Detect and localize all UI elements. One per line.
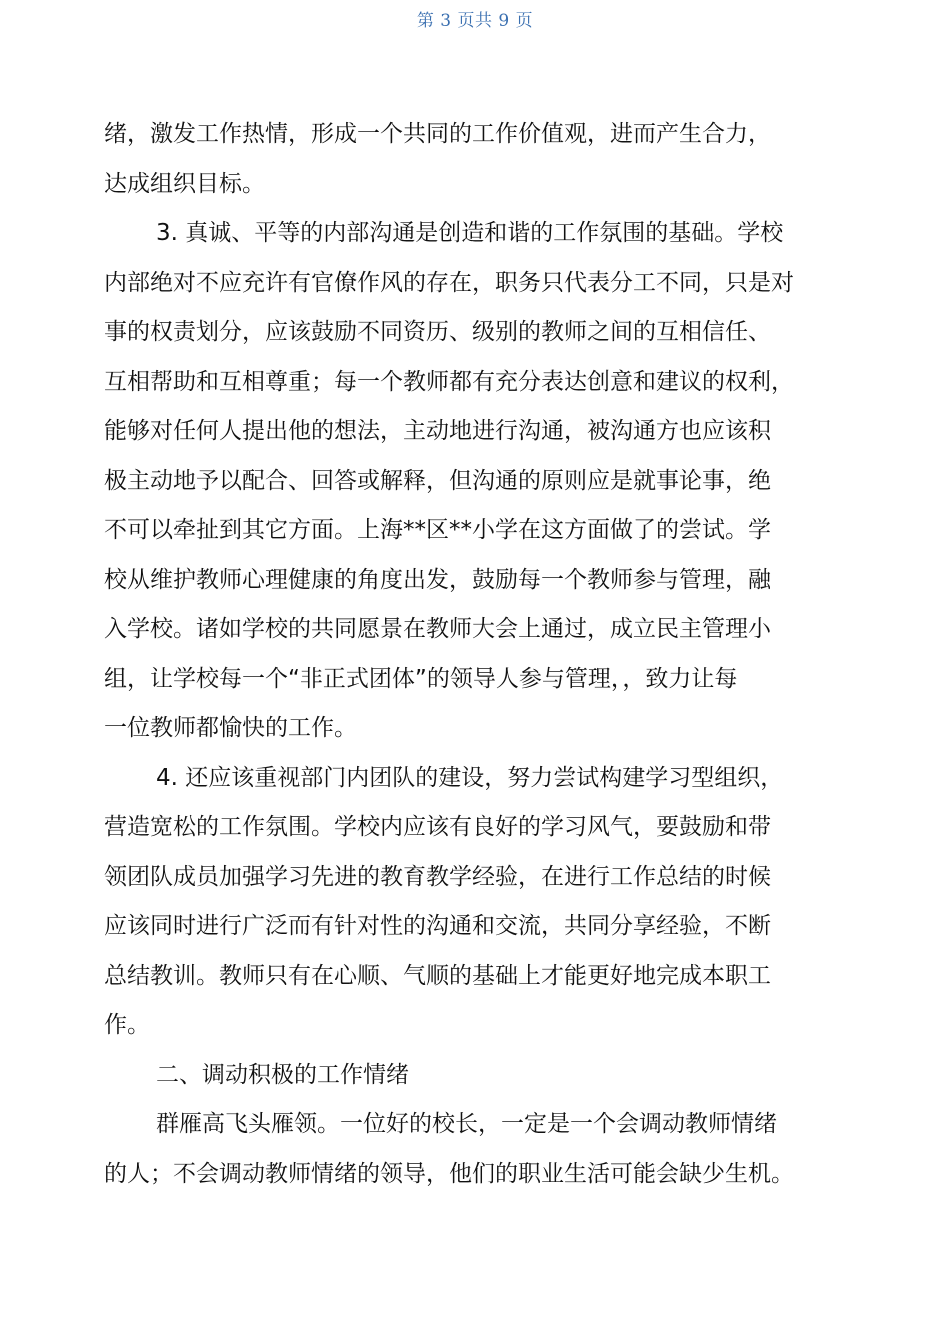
paragraph-3-start: 3. 真诚、平等的内部沟通是创造和谐的工作氛围的基础。学校 <box>156 220 784 246</box>
text-line: 领团队成员加强学习先进的教育教学经验，在进行工作总结的时候 <box>104 863 771 890</box>
text-line: 达成组织目标。 <box>104 170 265 197</box>
text-line: 内部绝对不应充许有官僚作风的存在，职务只代表分工不同，只是对 <box>104 269 794 296</box>
text-line: 不可以牵扯到其它方面。上海**区**小学在这方面做了的尝试。学 <box>104 517 771 543</box>
text-line: 组，让学校每一个“非正式团体”的领导人参与管理，，致力让每 <box>104 665 738 692</box>
document-body <box>104 110 830 1199</box>
text-line: 的人；不会调动教师情绪的领导，他们的职业生活可能会缺少生机。 <box>104 1160 794 1187</box>
text-line: 作。 <box>104 1012 150 1038</box>
paragraph-start: 群雁高飞头雁领。一位好的校长，一定是一个会调动教师情绪 <box>156 1111 777 1137</box>
text-line: 互相帮助和互相尊重；每一个教师都有充分表达创意和建议的权利， <box>104 368 794 395</box>
page-number-header: 第 3 页共 9 页 <box>416 11 534 31</box>
text-line: 营造宽松的工作氛围。学校内应该有良好的学习风气，要鼓励和带 <box>104 814 771 840</box>
text-line: 一位教师都愉快的工作。 <box>104 715 357 741</box>
text-line: 入学校。诸如学校的共同愿景在教师大会上通过，成立民主管理小 <box>104 616 771 642</box>
text-line: 极主动地予以配合、回答或解释，但沟通的原则应是就事论事，绝 <box>104 467 771 494</box>
text-line: 能够对任何人提出他的想法，主动地进行沟通，被沟通方也应该积 <box>104 418 771 444</box>
text-line: 总结教训。教师只有在心顺、气顺的基础上才能更好地完成本职工 <box>104 962 771 989</box>
section-heading: 二、调动积极的工作情绪 <box>156 1061 409 1088</box>
text-line: 绪，激发工作热情，形成一个共同的工作价值观，进而产生合力， <box>104 121 771 147</box>
text-line: 应该同时进行广泛而有针对性的沟通和交流，共同分享经验，不断 <box>104 913 771 939</box>
text-line: 事的权责划分，应该鼓励不同资历、级别的教师之间的互相信任、 <box>104 319 771 345</box>
text-line: 校从维护教师心理健康的角度出发，鼓励每一个教师参与管理，融 <box>104 566 771 593</box>
paragraph-4-start: 4. 还应该重视部门内团队的建设，努力尝试构建学习型组织， <box>156 764 784 791</box>
